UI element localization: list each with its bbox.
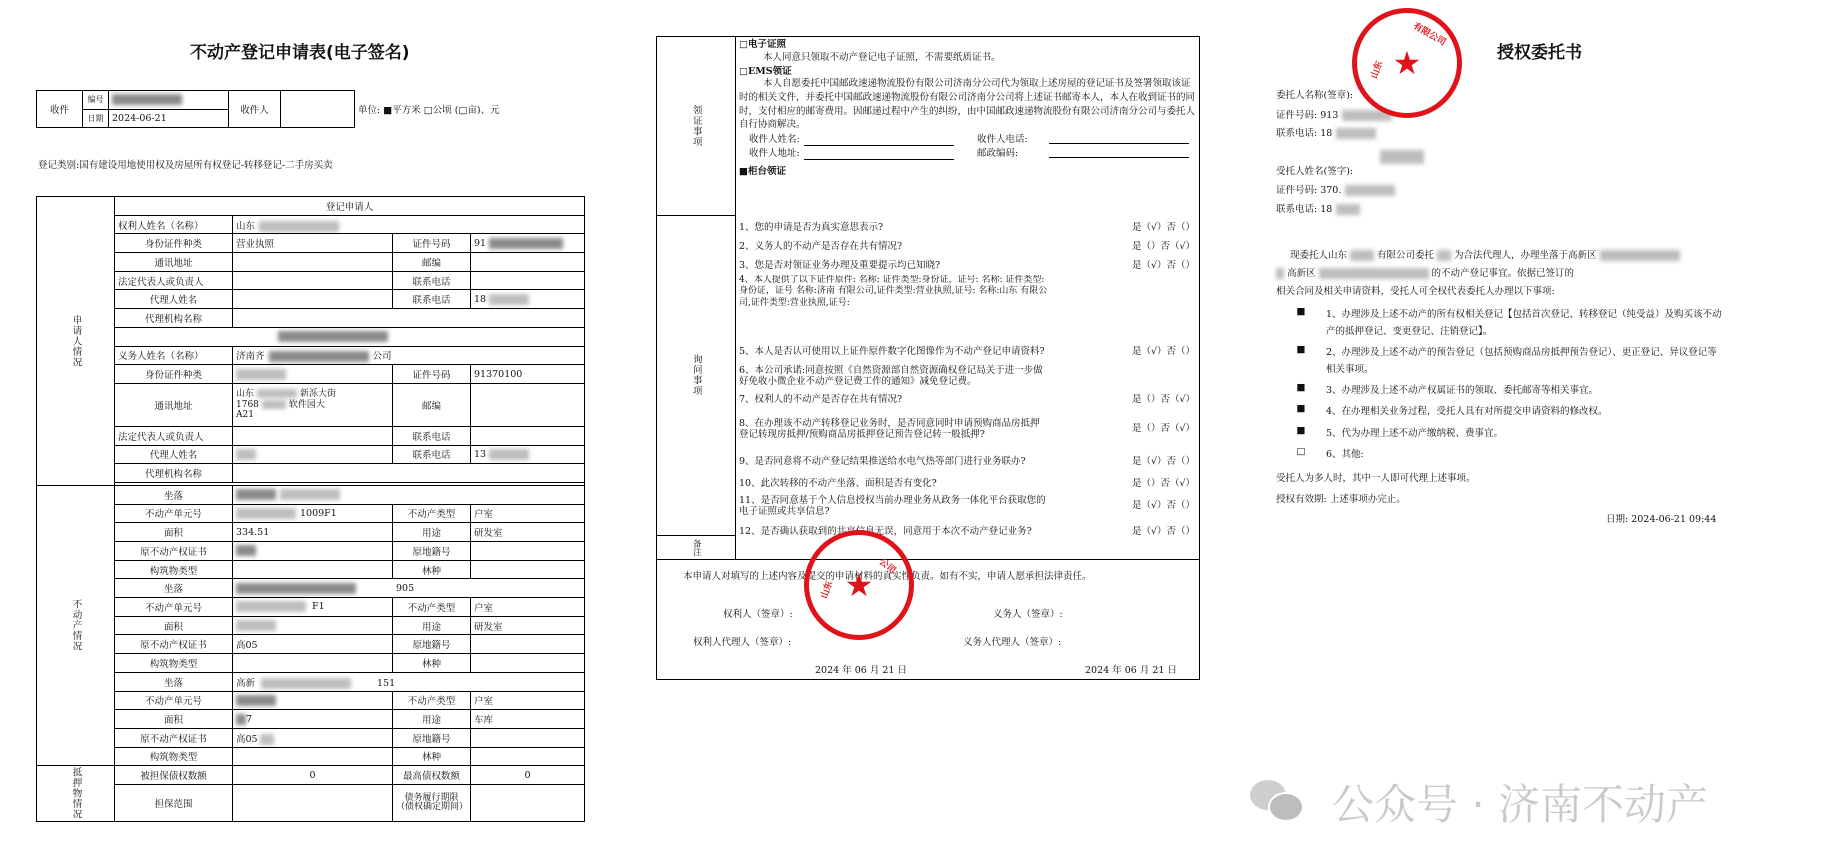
ob-phone-value [471,426,585,445]
p2-reg-label: 原地籍号 [393,635,471,654]
rh-legal-value [233,271,393,290]
item-4: ■ 4、在办理相关业务过程，受托人具有对所提交申请资料的修改权。 [1296,403,1608,418]
agent-name-label: 受托人姓名(签字): [1276,166,1354,177]
mortgage-section-label: 抵押物情况 [37,766,115,822]
p2-building-value [233,654,393,673]
recipient-addr-line [804,150,954,160]
p3-reg-value [471,728,585,747]
p2-type-value: 户室 [471,598,585,617]
ob-idno-value: 91370100 [471,365,585,384]
postcode-line [1049,148,1189,158]
p3-use-value: 车库 [471,710,585,729]
p2-cert-value: 高05 [233,635,393,654]
p1-forest-value [471,560,585,579]
rh-agent-phone-label: 联系电话 [393,290,471,309]
ob-idtype-label: 身份证件种类 [115,365,233,384]
company-seal-top [1352,8,1462,118]
sign-obligor-agent: 义务人代理人（签章）: [963,637,1062,648]
seal-text-right-2: 公司 [876,557,898,577]
ob-agent-phone-value: 13 [471,445,585,464]
authorization-body [1276,250,1796,506]
rh-address-value [233,253,393,272]
recipient-phone-line [1049,134,1189,144]
receive-label: 收件 [37,91,83,128]
collect-cell [657,37,736,216]
p1-unit-label: 不动产单元号 [115,504,233,523]
scope-label: 担保范围 [115,784,233,821]
ems-text: 本人自愿委托中国邮政速递物流股份有限公司济南分公司代为领取上述房屋的登记证书及签署领取该证时的相关文件，并委托中国邮政速递物流股份有限公司济南分公司将上述证书邮寄本人，本人在收到证书的同时，支付相应的邮寄费用。因邮递过程中产生的纠纷，由中国邮政速递物流股份有限公司济南分公司与委托人自行协商解决。 [739,78,1196,131]
ob-phone-label: 联系电话 [393,426,471,445]
q2: 2、义务人的不动产是否存在共有情况? 是（）否（√） [739,240,1195,252]
q7: 7、权利人的不动产是否存在共有情况? 是（）否（√） [739,394,1195,406]
p1-cert-value [233,542,393,561]
watermark-text: 公众号 · 济南不动产 [1332,780,1709,829]
p2-unit-value: F1 [233,598,393,617]
recipient-row-1 [739,134,1195,148]
p3-unit-label: 不动产单元号 [115,691,233,710]
p2-forest-label: 林种 [393,654,471,673]
item-list [1276,306,1796,463]
recipient-addr-label: 收件人地址: [749,148,800,160]
ob-postcode-label: 邮编 [393,383,471,426]
rh-idno-label: 证件号码 [393,234,471,253]
doc2-frame [656,36,1200,680]
rh-postcode-value [471,253,585,272]
inquiry-label: 询问事项 [690,354,702,396]
rh-legal-label: 法定代表人或负责人 [115,271,233,290]
item-5: ■ 5、代为办理上述不动产缴纳税、费事宜。 [1296,424,1504,439]
collect-label: 领证事项 [690,105,702,147]
seal-text-left: 山东 [1369,59,1386,81]
ob-agent-label: 代理人姓名 [115,445,233,464]
p1-type-label: 不动产类型 [393,504,471,523]
p3-forest-label: 林种 [393,747,471,766]
date-label: 日期 [83,109,109,128]
p1-use-label: 用途 [393,523,471,542]
q4: 4、本人提供了以下证件原件: 名称: 证件类型:身份证，证号: 名称: 证件类型:身份证，证号 名称:济南 有限公司,证件类型:营业执照,证号: 名称:山东 有限公司,证件类型:营业执照,证号: [739,275,1048,308]
ob-name-label: 义务人姓名（名称） [115,346,233,365]
item-3: ■ 3、办理涉及上述不动产权属证书的领取、委托邮寄等相关事宜。 [1296,382,1599,397]
ob-agent-value [233,445,393,464]
q11: 11、是否同意基于个人信息授权当前办理业务从政务一体化平台获取您的电子证照或共享信息? 是（√）否（） [739,494,1195,517]
seal-star-icon-2: ★ [844,566,874,604]
item-6: □ 6、其他: [1296,445,1364,460]
sign-right-holder: 权利人（签章）: [723,609,793,620]
rh-idno-value: 91 [471,234,585,253]
p2-cert-label: 原不动产权证书 [115,635,233,654]
q9: 9、是否同意将不动产登记结果推送给水电气热等部门进行业务联办? 是（√）否（） [739,456,1195,468]
principal-name-label: 委托人名称(签章): [1276,90,1354,101]
p3-location-label: 坐落 [115,672,233,691]
sign-right-holder-agent: 权利人代理人（签章）: [693,637,792,648]
p3-cert-value: 高05 [233,728,393,747]
ob-idno-label: 证件号码 [393,365,471,384]
rh-agency-label: 代理机构名称 [115,309,233,328]
rh-postcode-label: 邮编 [393,253,471,272]
remark-label: 备注 [691,538,702,556]
ems-title: □EMS领证 [739,65,792,77]
scope-value [233,784,393,821]
recipient-row-2 [739,148,1195,162]
date-left: 2024 年 06 月 21 日 [815,665,907,676]
q10: 10、此次转移的不动产坐落、面积是否有变化? 是（）否（√） [739,478,1195,490]
p2-forest-value [471,654,585,673]
number-value [109,91,229,110]
recipient-name-label: 收件人姓名: [749,134,800,146]
p2-unit-label: 不动产单元号 [115,598,233,617]
application-table [36,196,585,822]
q3: 3、您是否对领证业务办理及重要提示均已知晓? 是（√）否（） [739,259,1195,271]
body-line-1: 现委托人山东 有限公司委托 为合法代理人，办理坐落于高新区 [1276,250,1796,268]
p3-area-label: 面积 [115,710,233,729]
rh-phone-label: 联系电话 [393,271,471,290]
secured-amount-value: 0 [233,766,393,785]
seal-text-left-2: 山东 [819,579,836,601]
p3-location-value: 高新 151 [233,672,585,691]
number-label: 编号 [83,91,109,110]
validity: 授权有效期: 上述事项办完止。 [1276,494,1406,506]
rh-idtype-value: 营业执照 [233,234,393,253]
p2-use-label: 用途 [393,616,471,635]
ob-name-value: 济南齐 公司 [233,346,585,365]
rh-agent-phone-value: 18 [471,290,585,309]
ob-idtype-value [233,365,393,384]
ob-agency-value [233,464,585,483]
receiver-value [281,91,355,128]
q5: 5、本人是否认可使用以上证件原件数字化图像作为不动产登记申请资料? 是（√）否（） [739,346,1195,358]
declaration: 本申请人对填写的上述内容及提交的申请材料的真实性负责。如有不实，申请人愿承担法律责任。 [683,571,1092,582]
p2-reg-value [471,635,585,654]
p1-location-label: 坐落 [115,485,233,504]
p3-building-label: 构筑物类型 [115,747,233,766]
date-value: 2024-06-21 [109,109,229,128]
p1-cert-label: 原不动产权证书 [115,542,233,561]
p3-reg-label: 原地籍号 [393,728,471,747]
p3-unit-value [233,691,393,710]
e-cert-title: □电子证照 [739,39,786,50]
recipient-name-line [804,136,954,146]
company-seal-bottom [804,530,914,640]
ob-agent-phone-label: 联系电话 [393,445,471,464]
rh-phone-value [471,271,585,290]
p2-location-value: 905 [233,579,585,598]
agent-signature [1380,146,1424,165]
term-label: 债务履行期限（债权确定期间） [393,784,471,821]
rh-agent-label: 代理人姓名 [115,290,233,309]
ob-postcode-value [471,383,585,426]
q1: 1、您的申请是否为真实意思表示? 是（√）否（） [739,221,1195,233]
rh-agency-value [233,309,585,328]
p2-use-value: 研发室 [471,616,585,635]
obligor-header [115,327,585,346]
item-1: ■ 1、办理涉及上述不动产的所有权相关登记【包括首次登记、转移登记（纯受益）及购买该不动产的抵押登记、变更登记、注销登记】。 [1296,306,1722,338]
e-cert-text: 本人同意只领取不动产登记电子证照，不需要纸质证书。 [763,52,1001,64]
p3-building-value [233,747,393,766]
agent-cert: 证件号码: 370. [1276,185,1395,196]
p2-area-value [233,616,393,635]
p3-type-value: 户室 [471,691,585,710]
rh-name-label: 权利人姓名（名称） [115,215,233,234]
rh-name-value: 山东 [233,215,585,234]
p3-cert-label: 原不动产权证书 [115,728,233,747]
counter-title: ■柜台领证 [739,166,786,178]
registration-category: 登记类别:国有建设用地使用权及房屋所有权登记-转移登记-二手房买卖 [38,160,333,171]
p3-forest-value [471,747,585,766]
receipt-table [36,90,577,128]
date-right: 2024 年 06 月 21 日 [1085,665,1177,676]
postcode-label: 邮政编码: [977,148,1019,160]
p1-type-value: 户室 [471,504,585,523]
p1-area-value: 334.51 [233,523,393,542]
inquiry-cell [657,215,736,536]
p2-building-label: 构筑物类型 [115,654,233,673]
applicant-header: 登记申请人 [115,197,585,216]
body-line-3: 相关合同及相关申请资料，受托人可全权代表委托人办理以下事项: [1276,286,1555,297]
collect-content [739,39,1195,178]
p2-area-label: 面积 [115,616,233,635]
doc1-title: 不动产登记申请表(电子签名) [190,43,410,63]
secured-amount-label: 被担保债权数额 [115,766,233,785]
p1-use-value: 研发室 [471,523,585,542]
principal-phone: 联系电话: 18 [1276,128,1376,139]
doc3-title: 授权委托书 [1497,43,1582,63]
recipient-phone-label: 收件人电话: [977,134,1028,146]
body-line-2: 高新区 的不动产登记事宜。依据已签订的 [1276,268,1796,286]
q6: 6、本公司承诺:同意按照《自然资源部自然资源确权登记局关于进一步做好免收小微企业不动产登记费工作的通知》减免登记费。 [739,365,1043,388]
seal-star-icon: ★ [1392,44,1422,82]
p1-reg-label: 原地籍号 [393,542,471,561]
p1-unit-value: 1009F1 [233,504,393,523]
remark-cell [657,535,736,560]
property-section-label: 不动产情况 [37,485,115,765]
term-value [471,784,585,821]
ob-legal-value [233,426,393,445]
multi-agent-note: 受托人为多人时，其中一人即可代理上述事项。 [1276,472,1476,484]
applicant-section-label: 申请人情况 [37,197,115,486]
p1-area-label: 面积 [115,523,233,542]
ob-address-value: 山东 新泺大街 1768 软件园大 A21 [233,383,393,426]
p2-location-label: 坐落 [115,579,233,598]
authorization-date: 日期: 2024-06-21 09:44 [1606,514,1717,525]
rh-address-label: 通讯地址 [115,253,233,272]
unit-note: 单位: ■平方米 □公顷 (□亩)、元 [355,91,577,128]
rh-idtype-label: 身份证件种类 [115,234,233,253]
inquiry-list [739,218,1195,545]
ob-legal-label: 法定代表人或负责人 [115,426,233,445]
sign-obligor: 义务人（签章）: [993,609,1063,620]
p3-use-label: 用途 [393,710,471,729]
seal-text-right: 有限公司 [1411,21,1448,49]
p3-type-label: 不动产类型 [393,691,471,710]
p2-type-label: 不动产类型 [393,598,471,617]
agent-phone: 联系电话: 18 [1276,204,1360,215]
rh-agent-value [233,290,393,309]
max-amount-label: 最高债权数额 [393,766,471,785]
item-2: ■ 2、办理涉及上述不动产的预告登记（包括预购商品房抵押预告登记）、更正登记、异议登记等相关事项。 [1296,344,1717,376]
ob-agency-label: 代理机构名称 [115,464,233,483]
p1-forest-label: 林种 [393,560,471,579]
ob-address-label: 通讯地址 [115,383,233,426]
p1-building-label: 构筑物类型 [115,560,233,579]
p1-building-value [233,560,393,579]
max-amount-value: 0 [471,766,585,785]
p1-reg-value [471,542,585,561]
p3-area-value: 7 [233,710,393,729]
q8: 8、在办理该不动产转移登记业务时，是否同意同时申请预购商品房抵押登记转现房抵押/预购商品房抵押登记预告登记转一般抵押? 是（）否（√） [739,417,1195,440]
p1-location-value [233,485,585,504]
q12: 12、是否确认获取到的共享信息无误，同意用于本次不动产登记业务? 是（√）否（） [739,526,1195,538]
wechat-icon [1250,776,1306,822]
receiver-label: 收件人 [229,91,281,128]
principal-cert: 证件号码: 913 [1276,110,1392,121]
